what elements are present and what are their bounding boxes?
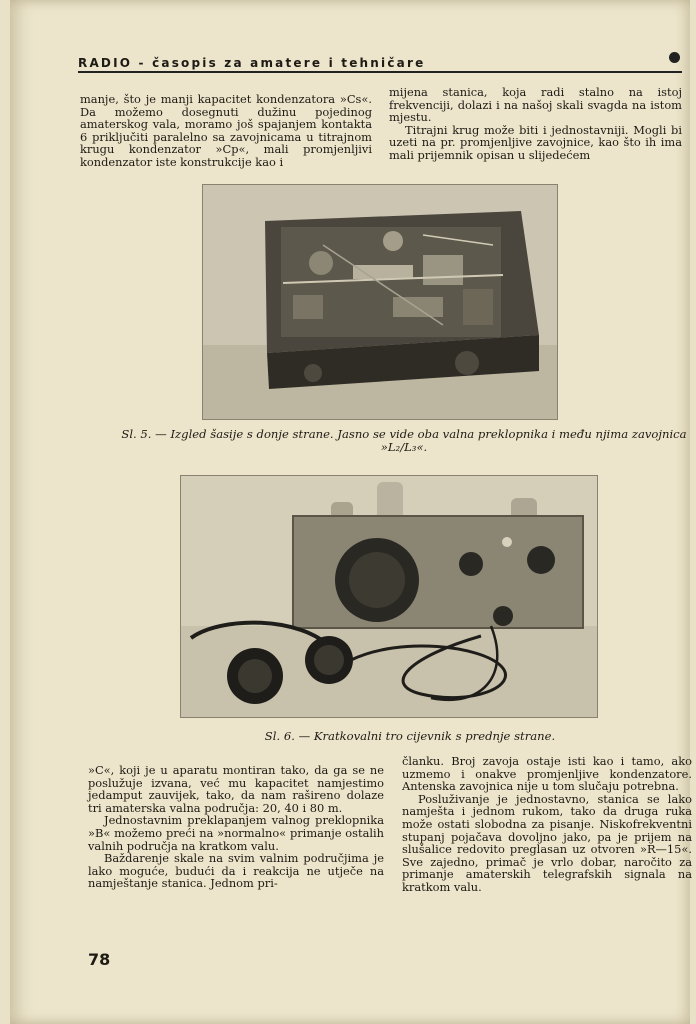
header-rule — [78, 71, 682, 73]
paragraph: Titrajni krug može biti i jednostavniji. Mogli bi uzeti na pr. promjenljive zavojnice, kao što ih ima mali prijemnik opisan u slijedećem — [389, 122, 682, 162]
paragraph: Jednostavnim preklapanjem valnog preklopnika »B« možemo preći na »normalno« primanje ostalih valnih područja na kratkom valu. — [88, 813, 384, 853]
page-number: 78 — [88, 950, 111, 969]
paragraph: članku. Broj zavoja ostaje isti kao i tamo, ako uzmemo i onakve promjenljive kondenzatore. Antenska zavojnica nije u tom slučaju potrebna. — [402, 754, 692, 794]
running-header — [78, 54, 682, 76]
text-right-bottom — [402, 755, 692, 894]
paragraph: Baždarenje skale na svim valnim područjima je lako moguće, budući da i reakcija ne utječe na namještanje stanica. Jednom pri- — [88, 851, 384, 891]
header-dot — [669, 52, 680, 63]
paragraph: »C«, koji je u aparatu montiran tako, da ga se ne poslužuje izvana, već mu kapacitet namjestimo jedamput zauvijek, tako, da nam rašireno dolaze tri amaterska valna područja: 20, 40 i 80 m. — [88, 763, 384, 815]
figure-6-caption: Sl. 6. — Kratkovalni tro cijevnik s prednje strane. — [264, 729, 556, 743]
header-title: RADIO - časopis za amatere i tehničare — [78, 56, 426, 70]
paragraph: manje, što je manji kapacitet kondenzatora »Cs«. Da možemo dosegnuti dužinu pojedinog amaterskog vala, moramo još spajanjem kontakta 6 priključiti paralelno sa zavojnicama u titrajnom krugu kondenzator »Cp«, mali promjenljivi kondenzator iste konstrukcije kao i — [80, 92, 372, 169]
figure-receiver-photo — [180, 475, 598, 718]
text-left-bottom — [88, 764, 384, 890]
paragraph: Posluživanje je jednostavno, stanica se lako namješta i jednom rukom, tako da druga ruka može ostati slobodna za pisanje. Niskofrekventni stupanj pojačava dovoljno jako, pa je prijem na slušalice redovito preglasan uz otvoren »R—15«. Sve zajedno, primač je vrlo dobar, naročito za primanje amaterskih telegrafskih signala na kratkom valu. — [402, 791, 692, 894]
figure-chassis-photo — [202, 184, 558, 420]
figure-5-caption: Sl. 5. — Izgled šasije s donje strane. Jasno se vide oba valna preklopnika i među njima zavojnica »L₂/L₃«. — [121, 427, 687, 454]
paragraph: mijena stanica, koja radi stalno na istoj frekvenciji, dolazi i na našoj skali svagda na istom mjestu. — [389, 85, 682, 125]
text-left-top — [80, 93, 372, 169]
text-right-top — [389, 86, 682, 162]
